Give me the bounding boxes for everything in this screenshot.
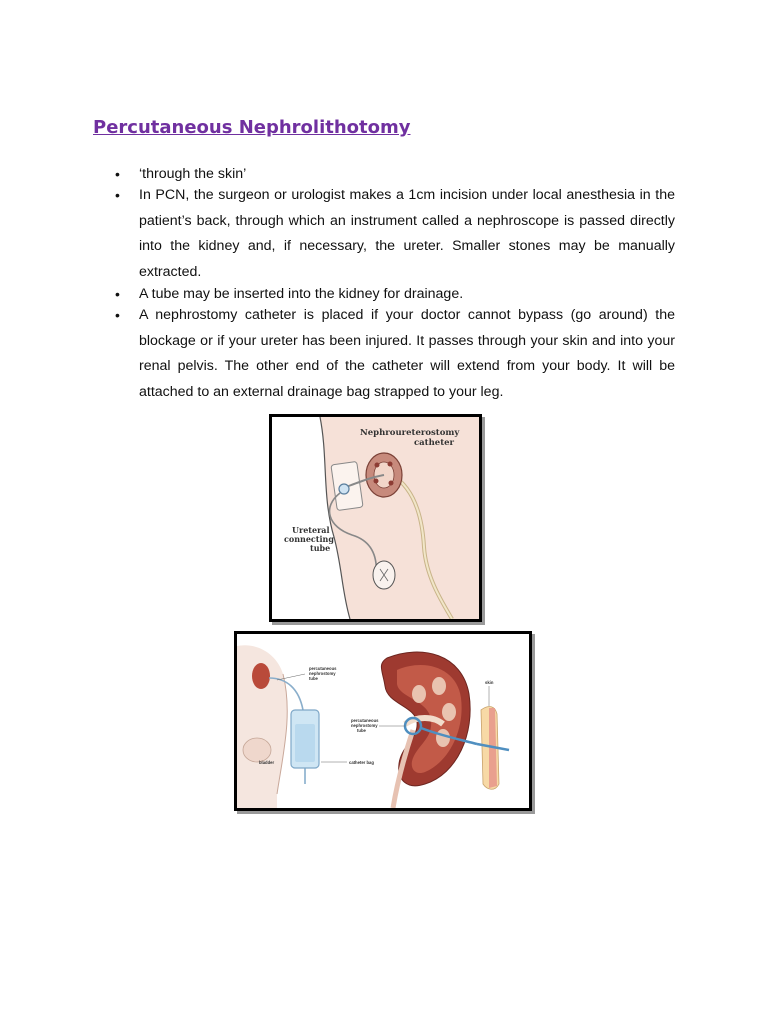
tube-label-line2: connecting [284, 534, 334, 544]
pn-tube-left-label-3: tube [309, 676, 318, 681]
pn-tube-left-label-2: nephrostomy [309, 671, 336, 676]
bullet-list [115, 165, 675, 405]
figure-nephrostomy-drainage [234, 631, 532, 811]
nephrostomy-drainage-illustration [237, 634, 529, 808]
skin-label: skin [485, 680, 494, 685]
tube-label-line1: Ureteral [292, 525, 330, 535]
tube-label-line3: tube [310, 543, 331, 553]
bladder-label: bladder [259, 760, 275, 765]
nephroureterostomy-illustration [272, 417, 479, 619]
pn-tube-mid-label-1: percutaneous [351, 718, 379, 723]
list-item: • A tube may be inserted into the kidney for drainage. [115, 285, 675, 303]
figure-nephroureterostomy-catheter [269, 414, 482, 622]
list-item: • ‘through the skin’ [115, 165, 675, 183]
page-title: Percutaneous Nephrolithotomy [93, 117, 411, 138]
pn-tube-mid-label-3: tube [357, 728, 366, 733]
catheter-bag-label: catheter bag [349, 760, 374, 765]
pn-tube-left-label-1: percutaneous [309, 666, 337, 671]
catheter-label-line2: catheter [414, 438, 455, 448]
list-item: • In PCN, the surgeon or urologist makes a 1cm incision under local anesthesia in the patient’s back, through which an instrument called a nephroscope is passed directly into the kidney and, if necessary, the ureter. Smaller stones may be manually extracted. [115, 183, 675, 285]
catheter-label-line1: Nephroureterostomy [360, 428, 460, 438]
list-item: • A nephrostomy catheter is placed if your doctor cannot bypass (go around) the blockage or if your ureter has been injured. It passes through your skin and into your renal pelvis. The other end of the catheter will extend from your body. It will be attached to an external drainage bag strapped to your leg. [115, 303, 675, 405]
pn-tube-mid-label-2: nephrostomy [351, 723, 378, 728]
